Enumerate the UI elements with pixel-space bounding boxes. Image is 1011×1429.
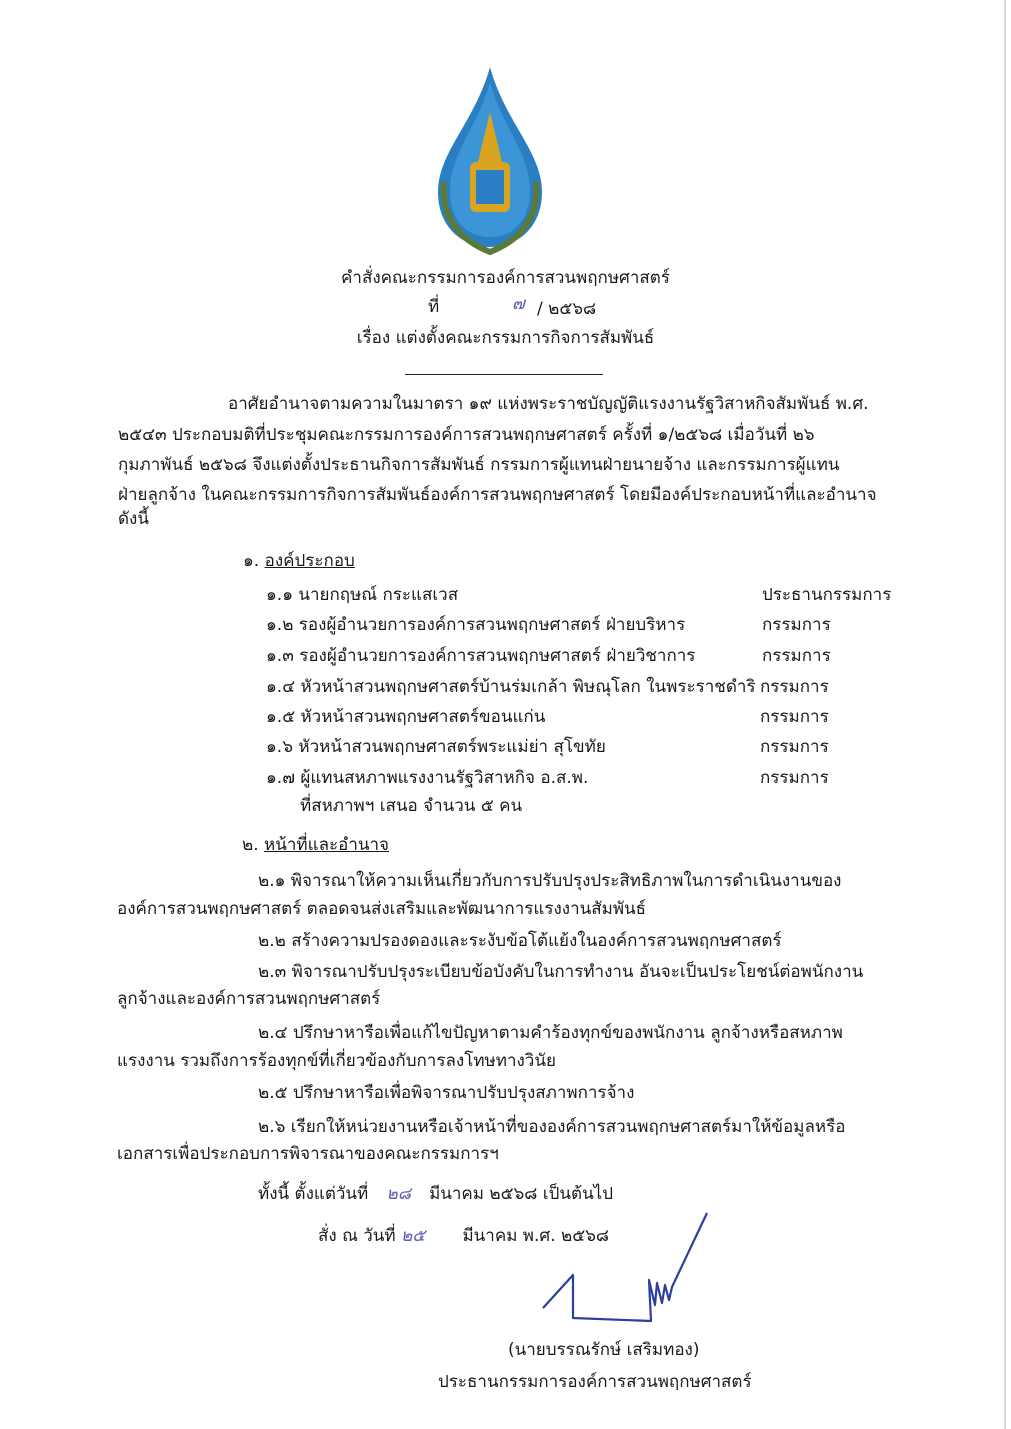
order-number-year: / ๒๕๖๘ [537, 299, 597, 319]
duty-line: เอกสารเพื่อประกอบการพิจารณาของคณะกรรมการฯ [117, 1144, 499, 1164]
duty-line: ๒.๕ ปรึกษาหารือเพื่อพิจารณาปรับปรุงสภาพการจ้าง [258, 1083, 635, 1103]
member-row [266, 614, 906, 636]
section2-heading [242, 834, 389, 856]
preamble-line: ดังนี้ [118, 509, 149, 529]
organization-logo [430, 62, 550, 257]
section2-title: หน้าที่และอำนาจ [264, 835, 389, 855]
preamble-line: ๒๕๔๓ ประกอบมติที่ประชุมคณะกรรมการองค์การสวนพฤกษศาสตร์ ครั้งที่ ๑/๒๕๖๘ เมื่อวันที่ ๒๖ [118, 425, 815, 445]
signatory-name: (นายบรรณรักษ์ เสริมทอง) [508, 1340, 700, 1360]
member-row [266, 736, 906, 758]
member-row [266, 645, 906, 667]
section1-title: องค์ประกอบ [264, 551, 355, 571]
duty-line: แรงงาน รวมถึงการร้องทุกข์ที่เกี่ยวข้องกับการลงโทษทางวินัย [117, 1051, 556, 1071]
divider [405, 374, 603, 375]
member-text: ๑.๓ รองผู้อำนวยการองค์การสวนพฤกษศาสตร์ ฝ่ายวิชาการ [266, 646, 696, 666]
member-text: ๑.๗ ผู้แทนสหภาพแรงงานรัฐวิสาหกิจ อ.ส.พ. [266, 768, 589, 788]
order-title: คำสั่งคณะกรรมการองค์การสวนพฤกษศาสตร์ [341, 268, 670, 288]
signature [535, 1205, 715, 1325]
member-row [266, 584, 906, 606]
signatory-position: ประธานกรรมการองค์การสวนพฤกษศาสตร์ [438, 1372, 752, 1392]
effective-date-suffix: มีนาคม ๒๕๖๘ เป็นต้นไป [429, 1184, 614, 1204]
preamble-line: กุมภาพันธ์ ๒๕๖๘ จึงแต่งตั้งประธานกิจการสัมพันธ์ กรรมการผู้แทนฝ่ายนายจ้าง และกรรมการผู้แทน [118, 455, 840, 475]
duty-line: ๒.๓ พิจารณาปรับปรุงระเบียบข้อบังคับในการทำงาน อันจะเป็นประโยชน์ต่อพนักงาน [258, 962, 864, 982]
order-number-label: ที่ [428, 297, 440, 317]
section1-heading [243, 550, 355, 572]
member-text: ๑.๕ หัวหน้าสวนพฤกษศาสตร์ขอนแก่น [266, 707, 546, 727]
effective-date-prefix: ทั้งนี้ ตั้งแต่วันที่ [258, 1184, 369, 1204]
effective-day-handwritten: ๒๘ [386, 1184, 411, 1204]
duty-line: องค์การสวนพฤกษศาสตร์ ตลอดจนส่งเสริมและพัฒนาการแรงงานสัมพันธ์ [117, 899, 647, 919]
section1-number: ๑. [243, 551, 260, 571]
preamble-line: อาศัยอำนาจตามความในมาตรา ๑๙ แห่งพระราชบัญญัติแรงงานรัฐวิสาหกิจสัมพันธ์ พ.ศ. [228, 394, 869, 414]
duty-line: ๒.๖ เรียกให้หน่วยงานหรือเจ้าหน้าที่ขององค์การสวนพฤกษศาสตร์มาให้ข้อมูลหรือ [258, 1117, 846, 1137]
member-role: กรรมการ [760, 768, 829, 788]
member-text: ๑.๒ รองผู้อำนวยการองค์การสวนพฤกษศาสตร์ ฝ่ายบริหาร [266, 615, 686, 635]
member-role: กรรมการ [760, 707, 829, 727]
member-role: กรรมการ [762, 646, 831, 666]
member-row-continuation: ที่สหภาพฯ เสนอ จำนวน ๕ คน [300, 796, 523, 816]
duty-line: ลูกจ้างและองค์การสวนพฤกษศาสตร์ [117, 989, 381, 1009]
page-edge [1004, 0, 1006, 1429]
member-text: ๑.๔ หัวหน้าสวนพฤกษศาสตร์บ้านร่มเกล้า พิษณุโลก ในพระราชดำริ [266, 677, 756, 697]
order-date-prefix: สั่ง ณ วันที่ [318, 1226, 396, 1246]
member-role: กรรมการ [762, 615, 831, 635]
member-text: ๑.๑ นายกฤษณ์ กระแสเวส [266, 585, 459, 605]
order-subject: เรื่อง แต่งตั้งคณะกรรมการกิจการสัมพันธ์ [356, 328, 655, 348]
preamble-line: ฝ่ายลูกจ้าง ในคณะกรรมการกิจการสัมพันธ์องค์การสวนพฤกษศาสตร์ โดยมีองค์ประกอบหน้าที่และอำนาจ [118, 485, 877, 505]
member-role: ประธานกรรมการ [762, 585, 892, 605]
member-role: กรรมการ [760, 737, 829, 757]
effective-date [258, 1183, 613, 1205]
member-text: ๑.๖ หัวหน้าสวนพฤกษศาสตร์พระแม่ย่า สุโขทัย [266, 737, 606, 757]
member-row [266, 706, 906, 728]
order-day-handwritten: ๒๕ [401, 1226, 426, 1246]
member-row [266, 676, 906, 698]
member-role: กรรมการ [760, 677, 829, 697]
section2-number: ๒. [242, 835, 259, 855]
duty-line: ๒.๑ พิจารณาให้ความเห็นเกี่ยวกับการปรับปรุงประสิทธิภาพในการดำเนินงานของ [258, 871, 842, 891]
order-number-handwritten: ๗ [512, 294, 525, 314]
order-date-suffix: มีนาคม พ.ศ. ๒๕๖๘ [462, 1226, 609, 1246]
duty-line: ๒.๒ สร้างความปรองดองและระงับข้อโต้แย้งในองค์การสวนพฤกษศาสตร์ [258, 931, 782, 951]
member-row [266, 767, 906, 789]
duty-line: ๒.๔ ปรึกษาหารือเพื่อแก้ไขปัญหาตามคำร้องทุกข์ของพนักงาน ลูกจ้างหรือสหภาพ [258, 1023, 843, 1043]
